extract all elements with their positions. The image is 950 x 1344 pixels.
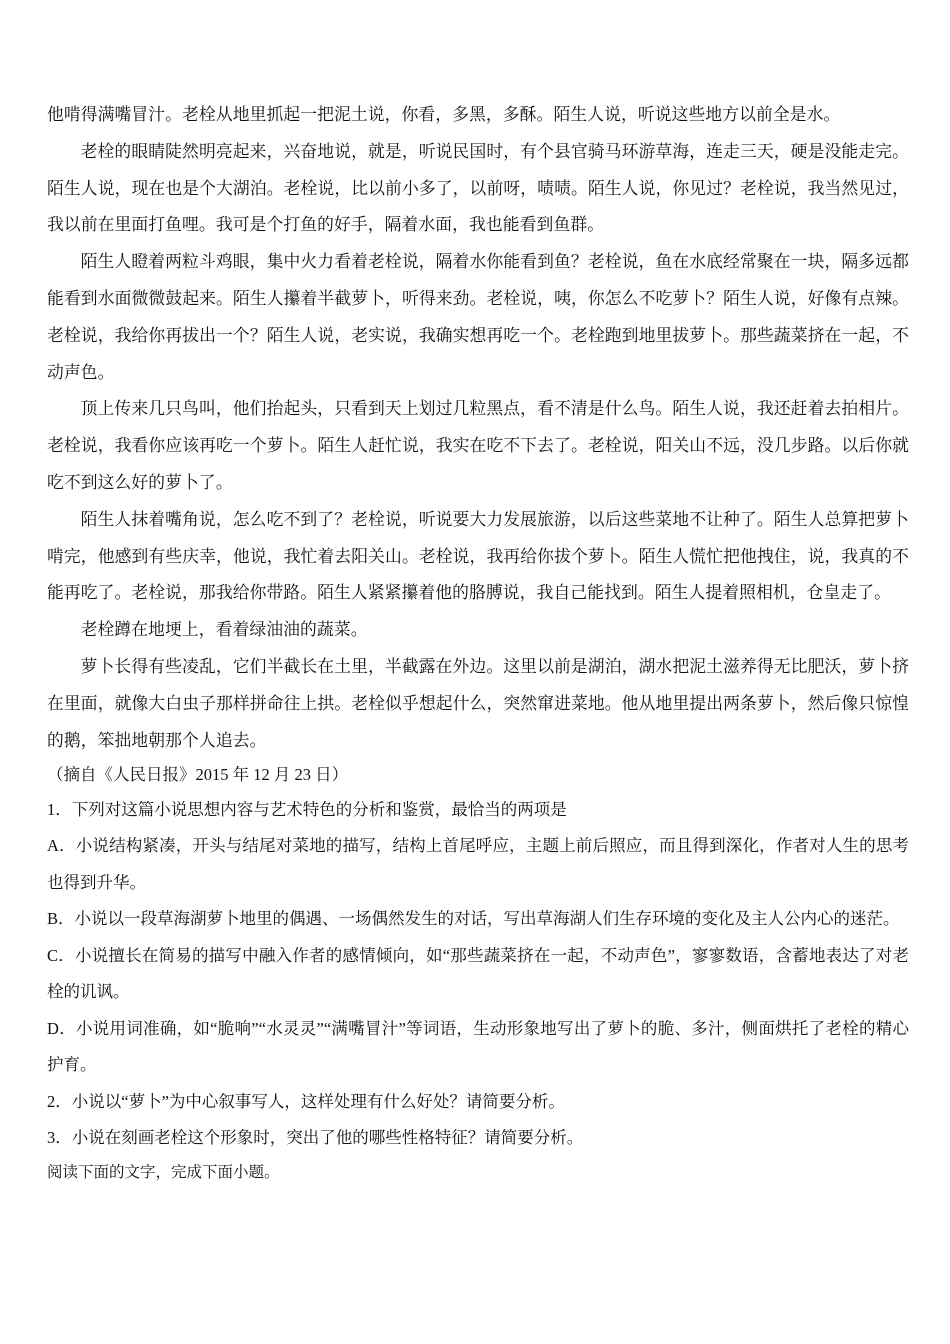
story-paragraph-6: 老栓蹲在地埂上，看着绿油油的蔬菜。 (80, 619, 368, 640)
source-citation: （摘自《人民日报》2015 年 12 月 23 日） (47, 765, 349, 785)
question-1-option-c: C．小说擅长在简易的描写中融入作者的感情倾向，如“那些蔬菜挤在一起，不动声色”，寥寥数语，含蓄地表达了对老栓的讥讽。 (47, 945, 909, 1002)
question-1: 1．下列对这篇小说思想内容与艺术特色的分析和鉴赏，最恰当的两项是 (47, 800, 567, 820)
story-paragraph-1: 他啃得满嘴冒汁。老栓从地里抓起一把泥土说，你看，多黑，多酥。陌生人说，听说这些地方以前全是水。 (47, 104, 841, 124)
document-content (47, 96, 909, 1190)
story-paragraph-7: 萝卜长得有些凌乱，它们半截长在土里，半截露在外边。这里以前是湖泊，湖水把泥土滋养得无比肥沃，萝卜挤在里面，就像大白虫子那样拼命往上拱。老栓似乎想起什么，突然窜进菜地。他从地里提出两条萝卜，然后像只惊惶的鹅，笨拙地朝那个人追去。 (47, 655, 909, 750)
story-paragraph-2: 老栓的眼睛陡然明亮起来，兴奋地说，就是，听说民国时，有个县官骑马环游草海，连走三天，硬是没能走完。陌生人说，现在也是个大湖泊。老栓说，比以前小多了，以前呀，啧啧。陌生人说，你见过？老栓说，我当然见过，我以前在里面打鱼哩。我可是个打鱼的好手，隔着水面，我也能看到鱼群。 (47, 140, 909, 235)
question-1-option-d: D．小说用词准确，如“脆响”“水灵灵”“满嘴冒汁”等词语，生动形象地写出了萝卜的脆、多汁，侧面烘托了老栓的精心护育。 (47, 1018, 909, 1075)
question-1-option-b: B．小说以一段草海湖萝卜地里的偶遇、一场偶然发生的对话，写出草海湖人们生存环境的变化及主人公内心的迷茫。 (47, 909, 900, 929)
story-paragraph-4: 顶上传来几只鸟叫，他们抬起头，只看到天上划过几粒黑点，看不清是什么鸟。陌生人说，我还赶着去拍相片。老栓说，我看你应该再吃一个萝卜。陌生人赶忙说，我实在吃不下去了。老栓说，阳关山不远，没几步路。以后你就吃不到这么好的萝卜了。 (47, 398, 909, 492)
story-paragraph-3: 陌生人瞪着两粒斗鸡眼，集中火力看着老栓说，隔着水你能看到鱼？老栓说，鱼在水底经常聚在一块，隔多远都能看到水面微微鼓起来。陌生人攥着半截萝卜，听得来劲。老栓说，咦，你怎么不吃萝卜？陌生人说，好像有点辣。老栓说，我给你再拔出一个？陌生人说，老实说，我确实想再吃一个。老栓跑到地里拔萝卜。那些蔬菜挤在一起，不动声色。 (47, 251, 909, 382)
story-excerpt (47, 96, 909, 758)
question-1-option-a: A．小说结构紧凑，开头与结尾对菜地的描写，结构上首尾呼应，主题上前后照应，而且得到深化，作者对人生的思考也得到升华。 (47, 836, 909, 892)
story-paragraph-5: 陌生人抹着嘴角说，怎么吃不到了？老栓说，听说要大力发展旅游，以后这些菜地不让种了。陌生人总算把萝卜啃完，他感到有些庆幸，他说，我忙着去阳关山。老栓说，我再给你拔个萝卜。陌生人慌忙把他拽住，说，我真的不能再吃了。老栓说，那我给你带路。陌生人紧紧攥着他的胳膊说，我自己能找到。陌生人提着照相机，仓皇走了。 (47, 508, 909, 603)
question-3: 3．小说在刻画老栓这个形象时，突出了他的哪些性格特征？请简要分析。 (47, 1127, 584, 1147)
next-reading-instruction: 阅读下面的文字，完成下面小题。 (47, 1163, 280, 1181)
questions-section (47, 792, 909, 1190)
question-2: 2．小说以“萝卜”为中心叙事写人，这样处理有什么好处？请简要分析。 (47, 1091, 565, 1111)
